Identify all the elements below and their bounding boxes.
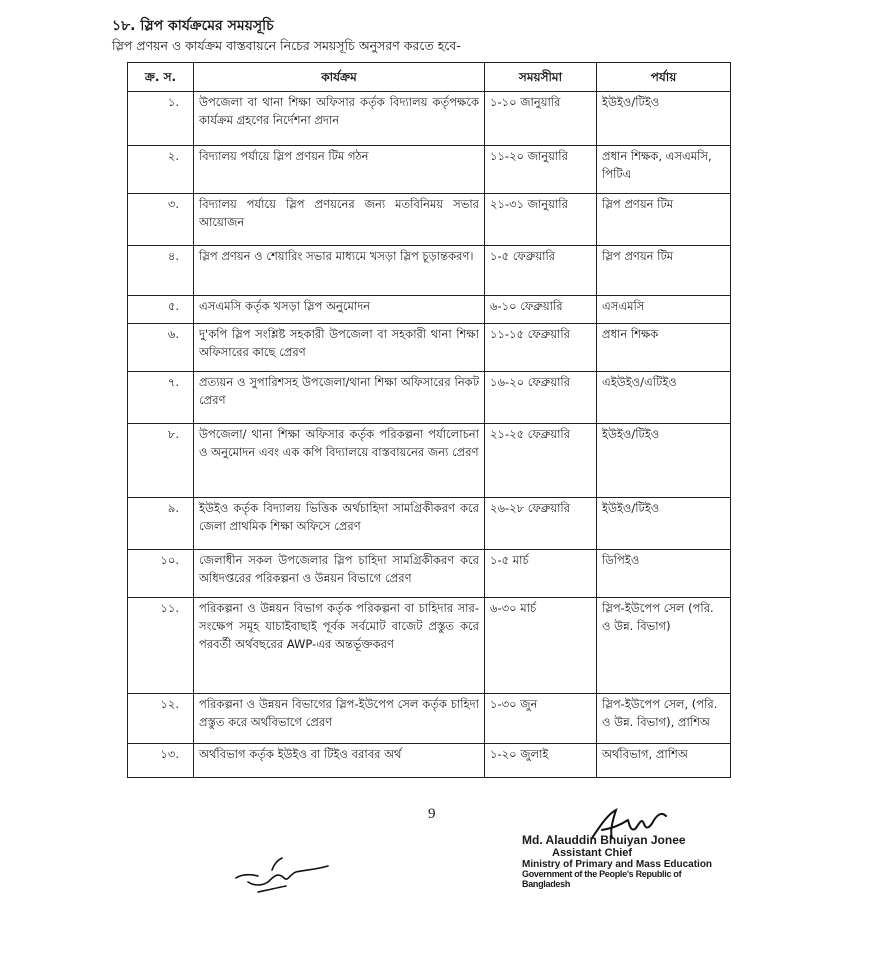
row-deadline: ২৬-২৮ ফেব্রুয়ারি	[485, 498, 597, 550]
row-level: স্লিপ প্রণয়ন টিম	[597, 246, 731, 296]
row-serial: ৪.	[128, 246, 194, 296]
header-activity: কার্যক্রম	[194, 63, 485, 92]
row-activity: প্রত্যয়ন ও সুপারিশসহ উপজেলা/থানা শিক্ষা অফিসারের নিকট প্রেরণ	[194, 372, 485, 424]
row-deadline: ১-৫ ফেব্রুয়ারি	[485, 246, 597, 296]
signature-block	[522, 834, 722, 890]
row-serial: ২.	[128, 146, 194, 194]
table-row	[128, 598, 731, 694]
intro-line: স্লিপ প্রণয়ন ও কার্যক্রম বাস্তবায়নে নিচের সময়সূচি অনুসরণ করতে হবে-	[112, 38, 461, 53]
table-row	[128, 146, 731, 194]
signatory-name: Md. Alauddin Bhuiyan Jonee	[522, 833, 686, 847]
row-activity: এসএমসি কর্তৃক খসড়া স্লিপ অনুমোদন	[194, 296, 485, 324]
row-serial: ১০.	[128, 550, 194, 598]
row-level: প্রধান শিক্ষক, এসএমসি, পিটিএ	[597, 146, 731, 194]
row-serial: ৫.	[128, 296, 194, 324]
row-level: ডিপিইও	[597, 550, 731, 598]
row-level: এইউইও/এটিইও	[597, 372, 731, 424]
row-deadline: ২১-২৫ ফেব্রুয়ারি	[485, 424, 597, 498]
row-level: ইউইও/টিইও	[597, 498, 731, 550]
header-level: পর্যায়	[597, 63, 731, 92]
table-row	[128, 424, 731, 498]
row-deadline: ১-৩০ জুন	[485, 694, 597, 744]
row-level: অর্থবিভাগ, প্রাশিঅ	[597, 744, 731, 778]
table-row	[128, 194, 731, 246]
row-deadline: ১১-১৫ ফেব্রুয়ারি	[485, 324, 597, 372]
row-serial: ১৩.	[128, 744, 194, 778]
row-level: স্লিপ-ইউপেপ সেল (পরি. ও উন্ন. বিভাগ)	[597, 598, 731, 694]
row-deadline: ১১-২০ জানুয়ারি	[485, 146, 597, 194]
row-serial: ১২.	[128, 694, 194, 744]
row-activity: ইউইও কর্তৃক বিদ্যালয় ভিত্তিক অর্থচাহিদা সামগ্রিকীকরণ করে জেলা প্রাথমিক শিক্ষা অফিসে প্রেরণ	[194, 498, 485, 550]
row-activity: স্লিপ প্রণয়ন ও শেয়ারিং সভার মাধ্যমে খসড়া স্লিপ চূড়ান্তকরণ।	[194, 246, 485, 296]
row-level: স্লিপ প্রণয়ন টিম	[597, 194, 731, 246]
table-row	[128, 550, 731, 598]
table-header-row	[128, 63, 731, 92]
row-activity: উপজেলা/ থানা শিক্ষা অফিসার কর্তৃক পরিকল্পনা পর্যালোচনা ও অনুমোদন এবং এক কপি বিদ্যালয়ে বাস্তবায়নের জন্য প্রেরণ	[194, 424, 485, 498]
table-row	[128, 498, 731, 550]
table-row	[128, 372, 731, 424]
row-deadline: ৬-১০ ফেব্রুয়ারি	[485, 296, 597, 324]
header-serial: ক্র. স.	[128, 63, 194, 92]
row-serial: ৮.	[128, 424, 194, 498]
row-serial: ১১.	[128, 598, 194, 694]
row-deadline: ১-২০ জুলাই	[485, 744, 597, 778]
row-deadline: ১৬-২০ ফেব্রুয়ারি	[485, 372, 597, 424]
row-level: প্রধান শিক্ষক	[597, 324, 731, 372]
header-deadline: সময়সীমা	[485, 63, 597, 92]
row-serial: ১.	[128, 92, 194, 146]
row-level: ইউইও/টিইও	[597, 424, 731, 498]
row-deadline: ৬-৩০ মার্চ	[485, 598, 597, 694]
row-level: স্লিপ-ইউপেপ সেল, (পরি. ও উন্ন. বিভাগ), প্রাশিঅ	[597, 694, 731, 744]
page-number: 9	[428, 806, 436, 822]
table-row	[128, 246, 731, 296]
row-activity: বিদ্যালয় পর্যায়ে স্লিপ প্রণয়নের জন্য মতবিনিময় সভার আয়োজন	[194, 194, 485, 246]
row-activity: অর্থবিভাগ কর্তৃক ইউইও বা টিইও বরাবর অর্থ	[194, 744, 485, 778]
schedule-table	[127, 62, 731, 778]
table-row	[128, 324, 731, 372]
row-deadline: ২১-৩১ জানুয়ারি	[485, 194, 597, 246]
row-serial: ৭.	[128, 372, 194, 424]
table-row	[128, 694, 731, 744]
row-deadline: ১-৫ মার্চ	[485, 550, 597, 598]
signatory-title: Assistant Chief	[552, 847, 633, 860]
row-activity: বিদ্যালয় পর্যায়ে স্লিপ প্রণয়ন টিম গঠন	[194, 146, 485, 194]
row-serial: ৩.	[128, 194, 194, 246]
signatory-ministry: Ministry of Primary and Mass Education	[522, 859, 713, 871]
handwritten-signature-left	[228, 852, 340, 898]
row-activity: উপজেলা বা থানা শিক্ষা অফিসার কর্তৃক বিদ্যালয় কর্তৃপক্ষকে কার্যক্রম গ্রহণের নির্দেশনা প্রদান	[194, 92, 485, 146]
row-level: এসএমসি	[597, 296, 731, 324]
row-activity: পরিকল্পনা ও উন্নয়ন বিভাগ কর্তৃক পরিকল্পনা বা চাহিদার সার-সংক্ষেপ সমূহ যাচাইবাছাই পূর্বক সর্বমোট বাজেট প্রস্তুত করে পরবর্তী অর্থবছরের AWP-এর অন্তর্ভূক্তকরণ	[194, 598, 485, 694]
row-activity: দু'কপি স্লিপ সংশ্লিষ্ট সহকারী উপজেলা বা সহকারী থানা শিক্ষা অফিসারের কাছে প্রেরণ	[194, 324, 485, 372]
section-heading: ১৮. স্লিপ কার্যক্রমের সময়সূচি	[112, 18, 274, 34]
row-deadline: ১-১০ জানুয়ারি	[485, 92, 597, 146]
table-row	[128, 296, 731, 324]
row-activity: পরিকল্পনা ও উন্নয়ন বিভাগের স্লিপ-ইউপেপ সেল কর্তৃক চাহিদা প্রস্তুত করে অর্থবিভাগে প্রেরণ	[194, 694, 485, 744]
row-serial: ৬.	[128, 324, 194, 372]
row-level: ইউইও/টিইও	[597, 92, 731, 146]
row-serial: ৯.	[128, 498, 194, 550]
table-row	[128, 92, 731, 146]
row-activity: জেলাধীন সকল উপজেলার স্লিপ চাহিদা সামগ্রিকীকরণ করে অধিদপ্তরের পরিকল্পনা ও উন্নয়ন বিভাগে প্রেরণ	[194, 550, 485, 598]
table-row	[128, 744, 731, 778]
signatory-government: Government of the People's Republic of Bangladesh	[522, 869, 682, 890]
